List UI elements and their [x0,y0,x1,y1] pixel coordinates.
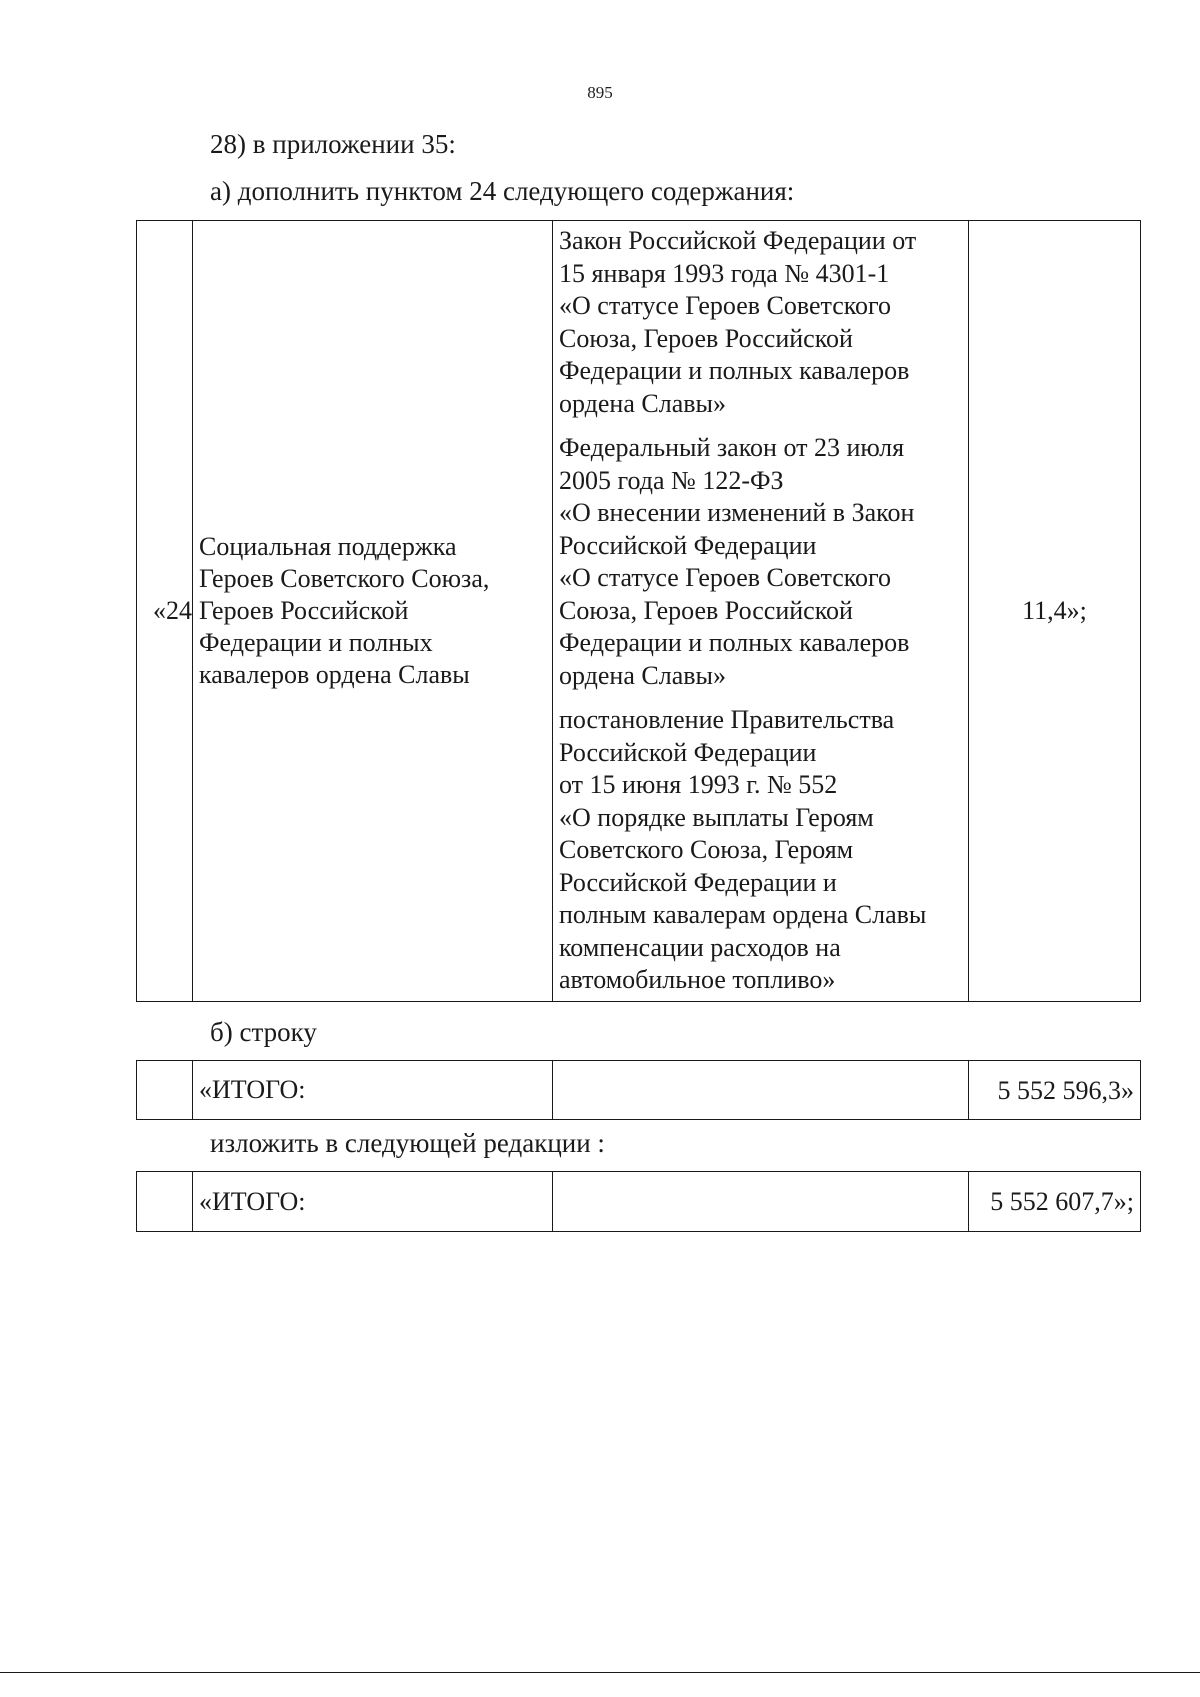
law-line: от 15 июня 1993 г. № 552 [559,770,838,799]
item-name-line: Социальная поддержка [199,532,457,561]
item-name-line: Федерации и полных [199,628,433,657]
table-row [137,221,1141,1002]
paragraph-appendix-35: 28) в приложении 35: [210,129,456,159]
table-row [137,1061,1141,1120]
law-reference [559,704,962,997]
law-line: Федерации и полных кавалеров [559,628,910,657]
law-line: Российской Федерации [559,530,817,560]
law-line: Союза, Героев Российской [559,595,853,625]
law-line: «О статусе Героев Советского [559,563,892,592]
item-name-cell [193,221,553,1002]
paragraph-line-b: б) строку [210,1017,317,1047]
law-line: «О порядке выплаты Героям [559,802,874,832]
page-number: 895 [587,83,613,102]
footer-rule [0,1672,1200,1673]
law-line: Закон Российской Федерации от [559,226,917,255]
law-line: автомобильное топливо» [559,965,836,994]
law-line: Федеральный закон от 23 июля [559,433,905,462]
law-line: Федерации и полных кавалеров [559,356,910,385]
total-label-cell: «ИТОГО: [193,1061,553,1120]
law-reference [559,225,962,420]
law-line: Российской Федерации и [559,867,837,897]
empty-cell [137,1172,193,1232]
total-amount-cell: 5 552 607,7»; [969,1172,1141,1232]
item-name-line: кавалеров ордена Славы [199,660,470,689]
law-line: постановление Правительства [559,705,895,734]
total-row-new-table [136,1171,1141,1232]
law-line: Союза, Героев Российской [559,323,853,353]
law-line: полным кавалерам ордена Славы [559,900,927,929]
law-line: «О статусе Героев Советского [559,291,892,320]
law-line: 15 января 1993 года № 4301-1 [559,258,890,288]
amount-cell: 11,4»; [969,221,1141,1002]
paragraph-add-item-24: а) дополнить пунктом 24 следующего содержания: [210,176,795,206]
law-line: ордена Славы» [559,388,726,418]
total-amount-cell: 5 552 596,3» [969,1061,1141,1120]
item-24-table [136,220,1141,1002]
table-row [137,1172,1141,1232]
law-line: Российской Федерации [559,737,817,767]
law-line: «О внесении изменений в Закон [559,498,915,527]
law-line: Советского Союза, Героям [559,835,854,864]
law-reference [559,432,962,692]
empty-cell [553,1061,969,1120]
legal-basis-cell [553,221,969,1002]
item-name-line: Героев Советского Союза, [199,564,490,593]
total-label-cell: «ИТОГО: [193,1172,553,1232]
item-name-line: Героев Российской [199,596,409,625]
paragraph-new-edition: изложить в следующей редакции : [210,1128,605,1158]
item-number-cell: «24 [137,221,193,1002]
law-line: 2005 года № 122-ФЗ [559,465,784,495]
empty-cell [553,1172,969,1232]
law-line: ордена Славы» [559,660,726,690]
empty-cell [137,1061,193,1120]
total-row-old-table [136,1060,1141,1120]
law-line: компенсации расходов на [559,932,841,962]
